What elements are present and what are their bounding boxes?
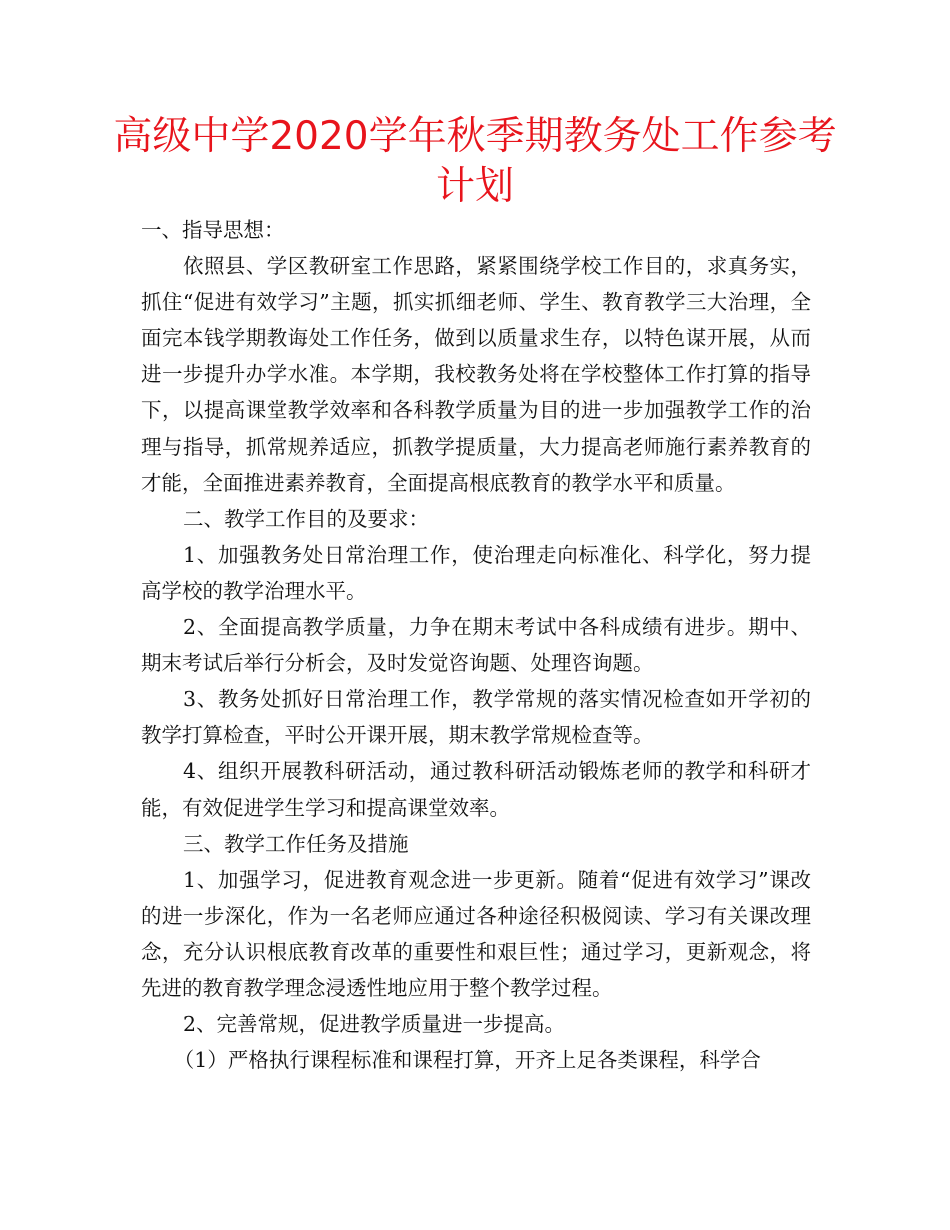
paragraph: （1）严格执行课程标准和课程打算，开齐上足各类课程，科学合 [173,1048,761,1073]
section-heading-2: 二、教学工作目的及要求： [183,506,430,531]
section-heading-3: 三、教学工作任务及措施 [183,831,409,856]
paragraph: 4、组织开展教科研活动，通过教科研活动锻炼老师的教学和科研才能，有效促进学生学习和提高课堂效率。 [141,759,811,820]
paragraph: 3、教务处抓好日常治理工作，教学常规的落实情况检查如开学初的教学打算检查，平时公开课开展，期末教学常规检查等。 [141,687,811,748]
paragraph: 1、加强教务处日常治理工作，使治理走向标准化、科学化，努力提高学校的教学治理水平。 [141,542,811,603]
document-body [141,212,811,1078]
paragraph: 1、加强学习，促进教育观念进一步更新。随着“促进有效学习”课改的进一步深化，作为一名老师应通过各种途径积极阅读、学习有关课改理念，充分认识根底教育改革的重要性和艰巨性；通过学习，更新观念，将先进的教育教学理念浸透性地应用于整个教学过程。 [141,867,811,1000]
paragraph: 2、全面提高教学质量，力争在期末考试中各科成绩有进步。期中、期末考试后举行分析会，及时发觉咨询题、处理咨询题。 [141,615,811,676]
section-heading-1: 一、指导思想： [141,218,285,242]
paragraph: 依照县、学区教研室工作思路，紧紧围绕学校工作目的，求真务实，抓住“促进有效学习”主题，抓实抓细老师、学生、教育教学三大治理，全面完本钱学期教诲处工作任务，做到以质量求生存，以特色谋开展，从而进一步提升办学水准。本学期，我校教务处将在学校整体工作打算的指导下，以提高课堂教学效率和各科教学质量为目的进一步加强教学工作的治理与指导，抓常规养适应，抓教学提质量，大力提高老师施行素养教育的才能，全面推进素养教育，全面提高根底教育的教学水平和质量。 [141,254,811,495]
document-title: 高级中学2020学年秋季期教务处工作参考计划 [113,114,837,209]
paragraph: 2、完善常规，促进教学质量进一步提高。 [183,1012,566,1037]
